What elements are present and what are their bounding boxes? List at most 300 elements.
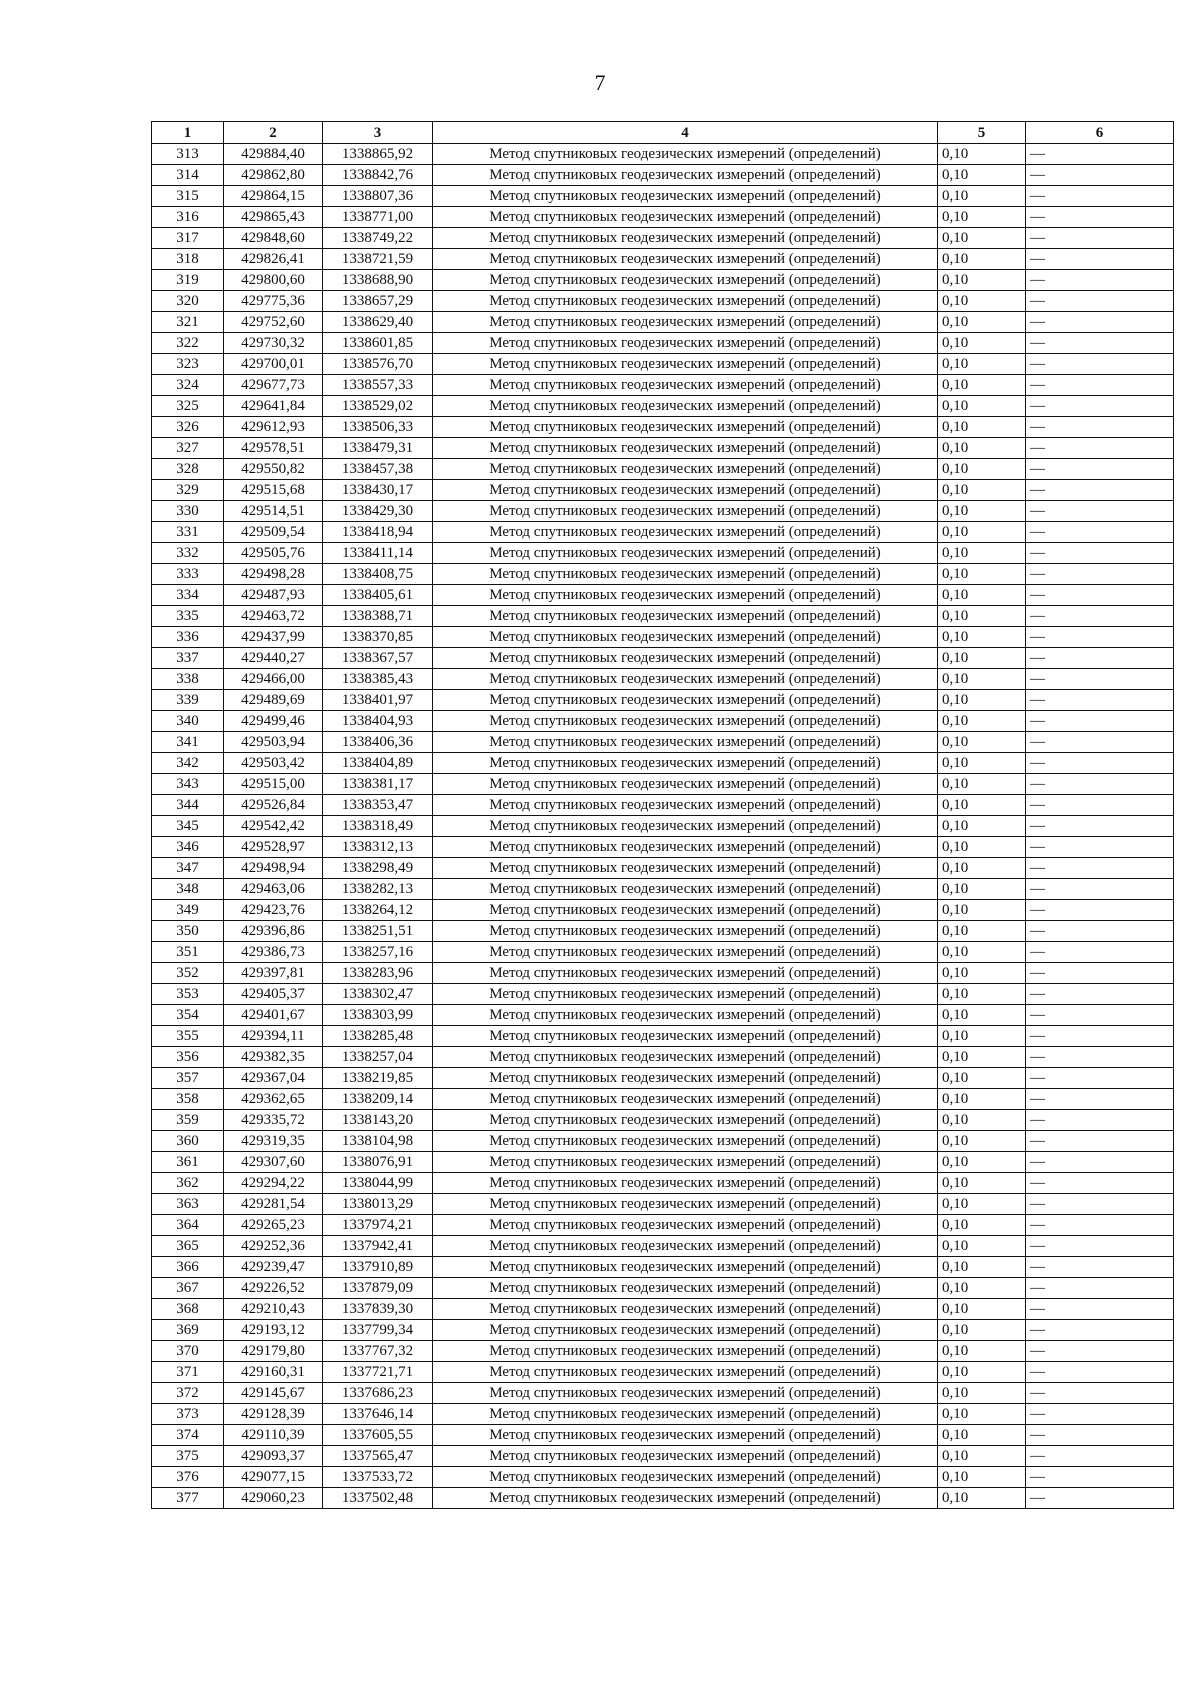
accuracy-cell: 0,10 [938, 690, 1026, 711]
x-coordinate-cell: 429226,52 [224, 1278, 323, 1299]
point-number-cell: 360 [152, 1131, 224, 1152]
y-coordinate-cell: 1338143,20 [323, 1110, 433, 1131]
method-cell: Метод спутниковых геодезических измерений (определений) [433, 585, 938, 606]
point-number-cell: 348 [152, 879, 224, 900]
table-row [152, 669, 1174, 690]
accuracy-cell: 0,10 [938, 291, 1026, 312]
description-cell: — [1026, 1257, 1174, 1278]
point-number-cell: 322 [152, 333, 224, 354]
table-row [152, 564, 1174, 585]
accuracy-cell: 0,10 [938, 1026, 1026, 1047]
accuracy-cell: 0,10 [938, 144, 1026, 165]
x-coordinate-cell: 429466,00 [224, 669, 323, 690]
point-number-cell: 327 [152, 438, 224, 459]
x-coordinate-cell: 429239,47 [224, 1257, 323, 1278]
point-number-cell: 321 [152, 312, 224, 333]
y-coordinate-cell: 1337605,55 [323, 1425, 433, 1446]
method-cell: Метод спутниковых геодезических измерений (определений) [433, 648, 938, 669]
description-cell: — [1026, 396, 1174, 417]
y-coordinate-cell: 1338318,49 [323, 816, 433, 837]
accuracy-cell: 0,10 [938, 396, 1026, 417]
method-cell: Метод спутниковых геодезических измерений (определений) [433, 1383, 938, 1404]
description-cell: — [1026, 774, 1174, 795]
accuracy-cell: 0,10 [938, 669, 1026, 690]
description-cell: — [1026, 1215, 1174, 1236]
accuracy-cell: 0,10 [938, 480, 1026, 501]
point-number-cell: 316 [152, 207, 224, 228]
table-row [152, 942, 1174, 963]
description-cell: — [1026, 816, 1174, 837]
x-coordinate-cell: 429752,60 [224, 312, 323, 333]
y-coordinate-cell: 1338529,02 [323, 396, 433, 417]
description-cell: — [1026, 1026, 1174, 1047]
description-cell: — [1026, 900, 1174, 921]
accuracy-cell: 0,10 [938, 186, 1026, 207]
y-coordinate-cell: 1337686,23 [323, 1383, 433, 1404]
accuracy-cell: 0,10 [938, 375, 1026, 396]
table-row [152, 543, 1174, 564]
method-cell: Метод спутниковых геодезических измерений (определений) [433, 396, 938, 417]
x-coordinate-cell: 429367,04 [224, 1068, 323, 1089]
method-cell: Метод спутниковых геодезических измерений (определений) [433, 753, 938, 774]
table-row [152, 879, 1174, 900]
y-coordinate-cell: 1338298,49 [323, 858, 433, 879]
description-cell: — [1026, 291, 1174, 312]
method-cell: Метод спутниковых геодезических измерений (определений) [433, 669, 938, 690]
accuracy-cell: 0,10 [938, 1194, 1026, 1215]
table-row [152, 1425, 1174, 1446]
point-number-cell: 353 [152, 984, 224, 1005]
x-coordinate-cell: 429514,51 [224, 501, 323, 522]
method-cell: Метод спутниковых геодезических измерений (определений) [433, 375, 938, 396]
description-cell: — [1026, 1425, 1174, 1446]
method-cell: Метод спутниковых геодезических измерений (определений) [433, 1320, 938, 1341]
point-number-cell: 356 [152, 1047, 224, 1068]
accuracy-cell: 0,10 [938, 1152, 1026, 1173]
x-coordinate-cell: 429463,72 [224, 606, 323, 627]
x-coordinate-cell: 429093,37 [224, 1446, 323, 1467]
y-coordinate-cell: 1337910,89 [323, 1257, 433, 1278]
table-row [152, 774, 1174, 795]
table-row [152, 627, 1174, 648]
table-row [152, 1299, 1174, 1320]
accuracy-cell: 0,10 [938, 1215, 1026, 1236]
y-coordinate-cell: 1337799,34 [323, 1320, 433, 1341]
method-cell: Метод спутниковых геодезических измерений (определений) [433, 690, 938, 711]
y-coordinate-cell: 1338404,93 [323, 711, 433, 732]
description-cell: — [1026, 1446, 1174, 1467]
method-cell: Метод спутниковых геодезических измерений (определений) [433, 1278, 938, 1299]
y-coordinate-cell: 1338842,76 [323, 165, 433, 186]
table-row [152, 207, 1174, 228]
y-coordinate-cell: 1338302,47 [323, 984, 433, 1005]
method-cell: Метод спутниковых геодезических измерений (определений) [433, 606, 938, 627]
accuracy-cell: 0,10 [938, 501, 1026, 522]
accuracy-cell: 0,10 [938, 1131, 1026, 1152]
x-coordinate-cell: 429060,23 [224, 1488, 323, 1509]
description-cell: — [1026, 522, 1174, 543]
y-coordinate-cell: 1338411,14 [323, 543, 433, 564]
method-cell: Метод спутниковых геодезических измерений (определений) [433, 711, 938, 732]
method-cell: Метод спутниковых геодезических измерений (определений) [433, 480, 938, 501]
table-row [152, 459, 1174, 480]
x-coordinate-cell: 429848,60 [224, 228, 323, 249]
x-coordinate-cell: 429487,93 [224, 585, 323, 606]
accuracy-cell: 0,10 [938, 1047, 1026, 1068]
y-coordinate-cell: 1338557,33 [323, 375, 433, 396]
x-coordinate-cell: 429160,31 [224, 1362, 323, 1383]
accuracy-cell: 0,10 [938, 1173, 1026, 1194]
table-row [152, 585, 1174, 606]
y-coordinate-cell: 1337533,72 [323, 1467, 433, 1488]
header-col-3: 3 [323, 122, 433, 144]
x-coordinate-cell: 429110,39 [224, 1425, 323, 1446]
description-cell: — [1026, 249, 1174, 270]
y-coordinate-cell: 1338601,85 [323, 333, 433, 354]
description-cell: — [1026, 858, 1174, 879]
method-cell: Метод спутниковых геодезических измерений (определений) [433, 501, 938, 522]
x-coordinate-cell: 429612,93 [224, 417, 323, 438]
point-number-cell: 367 [152, 1278, 224, 1299]
y-coordinate-cell: 1338657,29 [323, 291, 433, 312]
method-cell: Метод спутниковых геодезических измерений (определений) [433, 1488, 938, 1509]
header-col-5: 5 [938, 122, 1026, 144]
accuracy-cell: 0,10 [938, 879, 1026, 900]
table-row [152, 1467, 1174, 1488]
point-number-cell: 371 [152, 1362, 224, 1383]
method-cell: Метод спутниковых геодезических измерений (определений) [433, 795, 938, 816]
description-cell: — [1026, 1467, 1174, 1488]
method-cell: Метод спутниковых геодезических измерений (определений) [433, 291, 938, 312]
description-cell: — [1026, 354, 1174, 375]
x-coordinate-cell: 429397,81 [224, 963, 323, 984]
table-row [152, 921, 1174, 942]
accuracy-cell: 0,10 [938, 1446, 1026, 1467]
method-cell: Метод спутниковых геодезических измерений (определений) [433, 1425, 938, 1446]
accuracy-cell: 0,10 [938, 417, 1026, 438]
accuracy-cell: 0,10 [938, 921, 1026, 942]
x-coordinate-cell: 429865,43 [224, 207, 323, 228]
table-row [152, 1320, 1174, 1341]
description-cell: — [1026, 606, 1174, 627]
method-cell: Метод спутниковых геодезических измерений (определений) [433, 963, 938, 984]
accuracy-cell: 0,10 [938, 1320, 1026, 1341]
accuracy-cell: 0,10 [938, 1488, 1026, 1509]
table-row [152, 1488, 1174, 1509]
table-row [152, 1215, 1174, 1236]
y-coordinate-cell: 1338076,91 [323, 1152, 433, 1173]
accuracy-cell: 0,10 [938, 543, 1026, 564]
y-coordinate-cell: 1338865,92 [323, 144, 433, 165]
point-number-cell: 363 [152, 1194, 224, 1215]
accuracy-cell: 0,10 [938, 228, 1026, 249]
table-row [152, 249, 1174, 270]
description-cell: — [1026, 648, 1174, 669]
y-coordinate-cell: 1337721,71 [323, 1362, 433, 1383]
x-coordinate-cell: 429335,72 [224, 1110, 323, 1131]
y-coordinate-cell: 1338408,75 [323, 564, 433, 585]
description-cell: — [1026, 165, 1174, 186]
x-coordinate-cell: 429386,73 [224, 942, 323, 963]
accuracy-cell: 0,10 [938, 522, 1026, 543]
x-coordinate-cell: 429528,97 [224, 837, 323, 858]
accuracy-cell: 0,10 [938, 270, 1026, 291]
header-col-6: 6 [1026, 122, 1174, 144]
accuracy-cell: 0,10 [938, 1299, 1026, 1320]
y-coordinate-cell: 1338388,71 [323, 606, 433, 627]
accuracy-cell: 0,10 [938, 1341, 1026, 1362]
point-number-cell: 359 [152, 1110, 224, 1131]
y-coordinate-cell: 1338283,96 [323, 963, 433, 984]
table-row [152, 1194, 1174, 1215]
table-row [152, 648, 1174, 669]
y-coordinate-cell: 1338251,51 [323, 921, 433, 942]
x-coordinate-cell: 429179,80 [224, 1341, 323, 1362]
table-row [152, 354, 1174, 375]
table-row [152, 1110, 1174, 1131]
y-coordinate-cell: 1338312,13 [323, 837, 433, 858]
method-cell: Метод спутниковых геодезических измерений (определений) [433, 1236, 938, 1257]
header-col-1: 1 [152, 122, 224, 144]
table-row [152, 1005, 1174, 1026]
method-cell: Метод спутниковых геодезических измерений (определений) [433, 438, 938, 459]
accuracy-cell: 0,10 [938, 564, 1026, 585]
description-cell: — [1026, 585, 1174, 606]
point-number-cell: 330 [152, 501, 224, 522]
method-cell: Метод спутниковых геодезических измерений (определений) [433, 228, 938, 249]
x-coordinate-cell: 429700,01 [224, 354, 323, 375]
description-cell: — [1026, 690, 1174, 711]
description-cell: — [1026, 333, 1174, 354]
point-number-cell: 373 [152, 1404, 224, 1425]
method-cell: Метод спутниковых геодезических измерений (определений) [433, 1257, 938, 1278]
accuracy-cell: 0,10 [938, 249, 1026, 270]
y-coordinate-cell: 1338807,36 [323, 186, 433, 207]
method-cell: Метод спутниковых геодезических измерений (определений) [433, 354, 938, 375]
y-coordinate-cell: 1338576,70 [323, 354, 433, 375]
y-coordinate-cell: 1338370,85 [323, 627, 433, 648]
description-cell: — [1026, 921, 1174, 942]
table-row [152, 1173, 1174, 1194]
table-row [152, 1278, 1174, 1299]
accuracy-cell: 0,10 [938, 627, 1026, 648]
description-cell: — [1026, 879, 1174, 900]
description-cell: — [1026, 1194, 1174, 1215]
description-cell: — [1026, 1299, 1174, 1320]
description-cell: — [1026, 207, 1174, 228]
x-coordinate-cell: 429775,36 [224, 291, 323, 312]
description-cell: — [1026, 144, 1174, 165]
accuracy-cell: 0,10 [938, 858, 1026, 879]
x-coordinate-cell: 429864,15 [224, 186, 323, 207]
x-coordinate-cell: 429862,80 [224, 165, 323, 186]
method-cell: Метод спутниковых геодезических измерений (определений) [433, 1089, 938, 1110]
x-coordinate-cell: 429437,99 [224, 627, 323, 648]
point-number-cell: 362 [152, 1173, 224, 1194]
x-coordinate-cell: 429515,00 [224, 774, 323, 795]
y-coordinate-cell: 1338406,36 [323, 732, 433, 753]
y-coordinate-cell: 1337879,09 [323, 1278, 433, 1299]
point-number-cell: 350 [152, 921, 224, 942]
x-coordinate-cell: 429677,73 [224, 375, 323, 396]
y-coordinate-cell: 1337942,41 [323, 1236, 433, 1257]
point-number-cell: 354 [152, 1005, 224, 1026]
description-cell: — [1026, 375, 1174, 396]
description-cell: — [1026, 228, 1174, 249]
accuracy-cell: 0,10 [938, 1236, 1026, 1257]
accuracy-cell: 0,10 [938, 1362, 1026, 1383]
point-number-cell: 320 [152, 291, 224, 312]
accuracy-cell: 0,10 [938, 1425, 1026, 1446]
accuracy-cell: 0,10 [938, 1089, 1026, 1110]
point-number-cell: 372 [152, 1383, 224, 1404]
method-cell: Метод спутниковых геодезических измерений (определений) [433, 1131, 938, 1152]
method-cell: Метод спутниковых геодезических измерений (определений) [433, 858, 938, 879]
table-row [152, 1026, 1174, 1047]
x-coordinate-cell: 429489,69 [224, 690, 323, 711]
y-coordinate-cell: 1337646,14 [323, 1404, 433, 1425]
table-row [152, 312, 1174, 333]
description-cell: — [1026, 1047, 1174, 1068]
accuracy-cell: 0,10 [938, 1278, 1026, 1299]
point-number-cell: 352 [152, 963, 224, 984]
y-coordinate-cell: 1338688,90 [323, 270, 433, 291]
y-coordinate-cell: 1338405,61 [323, 585, 433, 606]
method-cell: Метод спутниковых геодезических измерений (определений) [433, 1047, 938, 1068]
accuracy-cell: 0,10 [938, 1110, 1026, 1131]
table-row [152, 1404, 1174, 1425]
description-cell: — [1026, 1278, 1174, 1299]
x-coordinate-cell: 429641,84 [224, 396, 323, 417]
method-cell: Метод спутниковых геодезических измерений (определений) [433, 249, 938, 270]
description-cell: — [1026, 480, 1174, 501]
method-cell: Метод спутниковых геодезических измерений (определений) [433, 543, 938, 564]
point-number-cell: 358 [152, 1089, 224, 1110]
method-cell: Метод спутниковых геодезических измерений (определений) [433, 564, 938, 585]
description-cell: — [1026, 711, 1174, 732]
table-row [152, 396, 1174, 417]
y-coordinate-cell: 1338219,85 [323, 1068, 433, 1089]
accuracy-cell: 0,10 [938, 1467, 1026, 1488]
header-col-4: 4 [433, 122, 938, 144]
accuracy-cell: 0,10 [938, 795, 1026, 816]
description-cell: — [1026, 501, 1174, 522]
table-row [152, 228, 1174, 249]
table-row [152, 900, 1174, 921]
method-cell: Метод спутниковых геодезических измерений (определений) [433, 774, 938, 795]
point-number-cell: 365 [152, 1236, 224, 1257]
x-coordinate-cell: 429800,60 [224, 270, 323, 291]
accuracy-cell: 0,10 [938, 333, 1026, 354]
description-cell: — [1026, 1131, 1174, 1152]
x-coordinate-cell: 429503,42 [224, 753, 323, 774]
x-coordinate-cell: 429145,67 [224, 1383, 323, 1404]
method-cell: Метод спутниковых геодезических измерений (определений) [433, 732, 938, 753]
y-coordinate-cell: 1337974,21 [323, 1215, 433, 1236]
method-cell: Метод спутниковых геодезических измерений (определений) [433, 1362, 938, 1383]
accuracy-cell: 0,10 [938, 900, 1026, 921]
table-row [152, 606, 1174, 627]
point-number-cell: 338 [152, 669, 224, 690]
x-coordinate-cell: 429252,36 [224, 1236, 323, 1257]
method-cell: Метод спутниковых геодезических измерений (определений) [433, 1068, 938, 1089]
x-coordinate-cell: 429498,28 [224, 564, 323, 585]
y-coordinate-cell: 1338264,12 [323, 900, 433, 921]
accuracy-cell: 0,10 [938, 165, 1026, 186]
method-cell: Метод спутниковых геодезических измерений (определений) [433, 522, 938, 543]
point-number-cell: 324 [152, 375, 224, 396]
y-coordinate-cell: 1338367,57 [323, 648, 433, 669]
point-number-cell: 370 [152, 1341, 224, 1362]
x-coordinate-cell: 429265,23 [224, 1215, 323, 1236]
accuracy-cell: 0,10 [938, 942, 1026, 963]
point-number-cell: 376 [152, 1467, 224, 1488]
point-number-cell: 351 [152, 942, 224, 963]
y-coordinate-cell: 1338385,43 [323, 669, 433, 690]
point-number-cell: 314 [152, 165, 224, 186]
table-row [152, 1131, 1174, 1152]
method-cell: Метод спутниковых геодезических измерений (определений) [433, 900, 938, 921]
method-cell: Метод спутниковых геодезических измерений (определений) [433, 1005, 938, 1026]
x-coordinate-cell: 429499,46 [224, 711, 323, 732]
x-coordinate-cell: 429401,67 [224, 1005, 323, 1026]
description-cell: — [1026, 837, 1174, 858]
y-coordinate-cell: 1338257,04 [323, 1047, 433, 1068]
x-coordinate-cell: 429463,06 [224, 879, 323, 900]
table-row [152, 1068, 1174, 1089]
point-number-cell: 342 [152, 753, 224, 774]
y-coordinate-cell: 1337839,30 [323, 1299, 433, 1320]
point-number-cell: 345 [152, 816, 224, 837]
y-coordinate-cell: 1338209,14 [323, 1089, 433, 1110]
x-coordinate-cell: 429210,43 [224, 1299, 323, 1320]
point-number-cell: 343 [152, 774, 224, 795]
method-cell: Метод спутниковых геодезических измерений (определений) [433, 942, 938, 963]
accuracy-cell: 0,10 [938, 606, 1026, 627]
x-coordinate-cell: 429193,12 [224, 1320, 323, 1341]
x-coordinate-cell: 429394,11 [224, 1026, 323, 1047]
accuracy-cell: 0,10 [938, 648, 1026, 669]
table-row [152, 984, 1174, 1005]
y-coordinate-cell: 1337767,32 [323, 1341, 433, 1362]
table-row [152, 375, 1174, 396]
point-number-cell: 336 [152, 627, 224, 648]
x-coordinate-cell: 429319,35 [224, 1131, 323, 1152]
description-cell: — [1026, 459, 1174, 480]
table-row [152, 711, 1174, 732]
y-coordinate-cell: 1338749,22 [323, 228, 433, 249]
point-number-cell: 339 [152, 690, 224, 711]
table-row [152, 186, 1174, 207]
x-coordinate-cell: 429503,94 [224, 732, 323, 753]
y-coordinate-cell: 1338285,48 [323, 1026, 433, 1047]
table-row [152, 1236, 1174, 1257]
x-coordinate-cell: 429515,68 [224, 480, 323, 501]
method-cell: Метод спутниковых геодезических измерений (определений) [433, 1215, 938, 1236]
point-number-cell: 317 [152, 228, 224, 249]
accuracy-cell: 0,10 [938, 1383, 1026, 1404]
x-coordinate-cell: 429423,76 [224, 900, 323, 921]
table-row [152, 438, 1174, 459]
table-row [152, 522, 1174, 543]
description-cell: — [1026, 753, 1174, 774]
description-cell: — [1026, 312, 1174, 333]
x-coordinate-cell: 429578,51 [224, 438, 323, 459]
point-number-cell: 366 [152, 1257, 224, 1278]
table-row [152, 333, 1174, 354]
method-cell: Метод спутниковых геодезических измерений (определений) [433, 1173, 938, 1194]
point-number-cell: 375 [152, 1446, 224, 1467]
